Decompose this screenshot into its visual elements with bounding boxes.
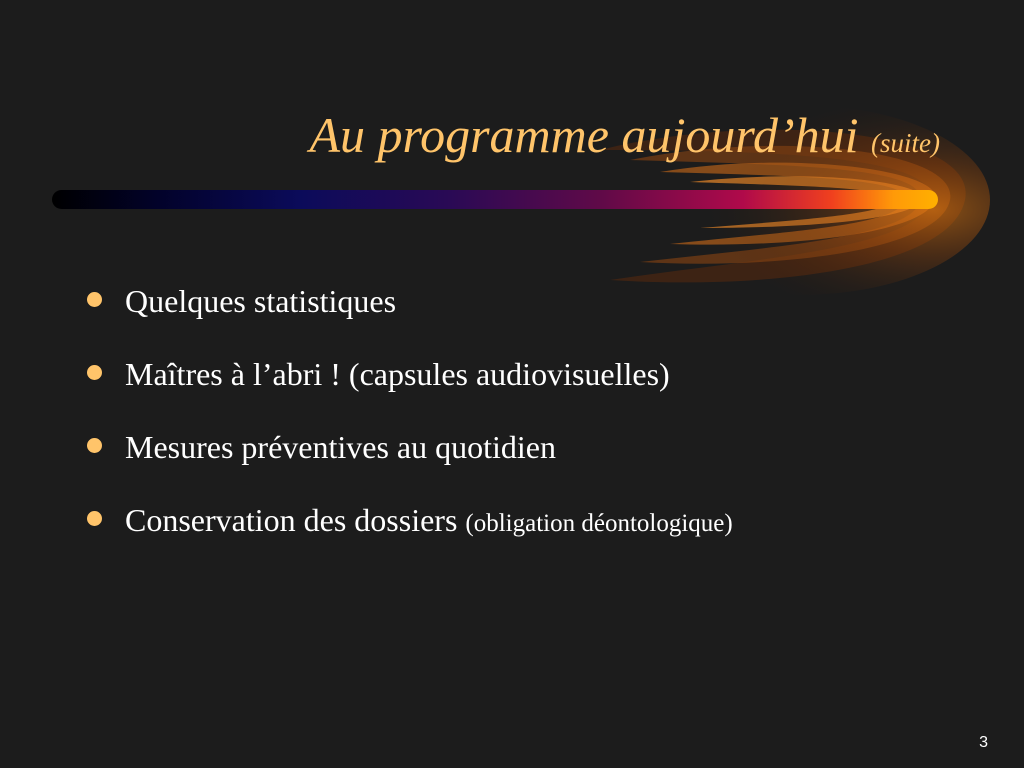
bullet-dot-icon — [87, 365, 102, 380]
bullet-item — [87, 424, 733, 497]
bullet-text: Mesures préventives au quotidien — [125, 429, 556, 465]
bullet-text: Quelques statistiques — [125, 283, 397, 319]
bullet-note: (obligation déontologique) — [465, 510, 733, 537]
page-number: 3 — [979, 734, 988, 751]
slide-title — [0, 104, 940, 174]
bullet-list — [87, 278, 733, 570]
bullet-text: Maîtres à l’abri ! (capsules audiovisuelles) — [125, 356, 670, 392]
bullet-dot-icon — [87, 292, 102, 307]
bullet-item — [87, 351, 733, 424]
bullet-text: Conservation des dossiers — [125, 502, 458, 538]
title-sub: (suite) — [871, 128, 940, 158]
bullet-dot-icon — [87, 438, 102, 453]
title-main: Au programme aujourd’hui — [309, 107, 859, 163]
bullet-dot-icon — [87, 511, 102, 526]
bullet-item — [87, 278, 733, 351]
bullet-item — [87, 497, 733, 570]
